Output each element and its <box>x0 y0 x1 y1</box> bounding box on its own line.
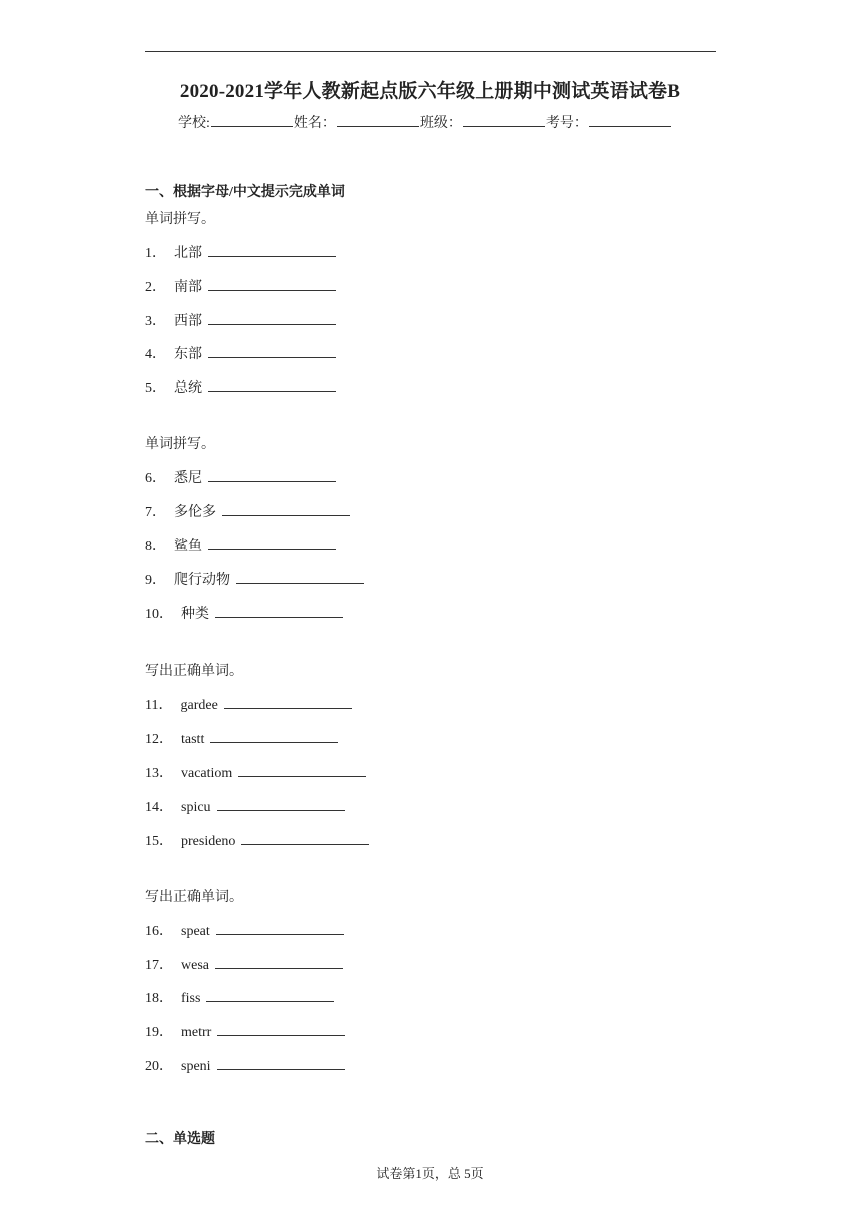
question-prompt: tastt <box>181 732 205 747</box>
question-number: 13． <box>145 766 173 781</box>
group-2-instruction: 单词拼写。 <box>145 437 215 452</box>
question-number: 19． <box>145 1025 173 1040</box>
question-number: 3． <box>145 314 166 329</box>
answer-blank[interactable] <box>210 729 338 743</box>
section-one-heading: 一、根据字母/中文提示完成单词 <box>145 185 345 200</box>
question-prompt: 种类 <box>181 607 209 622</box>
question-item <box>145 242 336 262</box>
question-prompt: 北部 <box>174 246 202 261</box>
question-prompt: speat <box>181 924 210 939</box>
page-title: 2020-2021学年人教新起点版六年级上册期中测试英语试卷B <box>179 81 681 102</box>
question-item <box>145 920 344 940</box>
group-4-instruction: 写出正确单词。 <box>145 890 243 905</box>
question-prompt: spicu <box>181 800 211 815</box>
question-item <box>145 762 366 782</box>
answer-blank[interactable] <box>208 311 336 325</box>
answer-blank[interactable] <box>215 604 343 618</box>
question-number: 20． <box>145 1059 173 1074</box>
answer-blank[interactable] <box>238 763 366 777</box>
question-prompt: speni <box>181 1059 211 1074</box>
answer-blank[interactable] <box>222 502 350 516</box>
question-number: 15． <box>145 834 173 849</box>
question-item <box>145 830 369 850</box>
question-item <box>145 1055 345 1075</box>
question-number: 18． <box>145 991 173 1006</box>
question-item <box>145 467 336 487</box>
question-number: 17． <box>145 958 173 973</box>
question-item <box>145 603 343 623</box>
question-number: 6． <box>145 471 166 486</box>
class-blank[interactable] <box>463 113 545 127</box>
question-prompt: vacatiom <box>181 766 233 781</box>
exam-number-blank[interactable] <box>589 113 671 127</box>
question-prompt: 西部 <box>174 314 202 329</box>
group-3-instruction: 写出正确单词。 <box>145 664 243 679</box>
question-prompt: presideno <box>181 834 236 849</box>
question-item <box>145 310 336 330</box>
answer-blank[interactable] <box>208 536 336 550</box>
answer-blank[interactable] <box>208 243 336 257</box>
question-item <box>145 796 345 816</box>
question-item <box>145 569 364 589</box>
question-number: 9． <box>145 573 166 588</box>
question-item <box>145 694 352 714</box>
answer-blank[interactable] <box>215 955 343 969</box>
question-item <box>145 954 343 974</box>
question-prompt: wesa <box>181 958 209 973</box>
question-item <box>145 343 336 363</box>
name-blank[interactable] <box>337 113 419 127</box>
question-number: 12． <box>145 732 173 747</box>
question-number: 4． <box>145 347 166 362</box>
answer-blank[interactable] <box>208 277 336 291</box>
question-prompt: 东部 <box>174 347 202 362</box>
question-prompt: 多伦多 <box>174 505 216 520</box>
answer-blank[interactable] <box>217 1022 345 1036</box>
student-info-line <box>178 112 672 132</box>
question-item <box>145 1021 345 1041</box>
answer-blank[interactable] <box>216 921 344 935</box>
question-item <box>145 535 336 555</box>
question-number: 16． <box>145 924 173 939</box>
name-label: 姓名： <box>293 116 336 131</box>
question-number: 1． <box>145 246 166 261</box>
question-number: 11． <box>145 698 173 713</box>
question-prompt: 鲨鱼 <box>174 539 202 554</box>
answer-blank[interactable] <box>208 344 336 358</box>
question-item <box>145 728 338 748</box>
question-number: 10． <box>145 607 173 622</box>
question-number: 14． <box>145 800 173 815</box>
question-prompt: 悉尼 <box>174 471 202 486</box>
school-label: 学校: <box>178 116 210 131</box>
question-prompt: fiss <box>181 991 201 1006</box>
page-footer: 试卷第1页，总 5页 <box>376 1166 484 1181</box>
answer-blank[interactable] <box>208 468 336 482</box>
answer-blank[interactable] <box>241 831 369 845</box>
question-item <box>145 377 336 397</box>
question-number: 5． <box>145 381 166 396</box>
answer-blank[interactable] <box>224 695 352 709</box>
question-prompt: metrr <box>181 1025 212 1040</box>
question-prompt: gardee <box>180 698 218 713</box>
header-rule <box>145 51 716 52</box>
group-1-instruction: 单词拼写。 <box>145 212 215 227</box>
question-item <box>145 987 334 1007</box>
section-two-heading: 二、单选题 <box>145 1132 215 1147</box>
question-number: 2． <box>145 280 166 295</box>
exam-number-label: 考号： <box>545 116 588 131</box>
question-item <box>145 501 350 521</box>
class-label: 班级： <box>419 116 462 131</box>
answer-blank[interactable] <box>217 1056 345 1070</box>
question-prompt: 爬行动物 <box>174 573 230 588</box>
answer-blank[interactable] <box>236 570 364 584</box>
question-number: 7． <box>145 505 166 520</box>
question-prompt: 南部 <box>174 280 202 295</box>
question-number: 8． <box>145 539 166 554</box>
answer-blank[interactable] <box>208 378 336 392</box>
question-prompt: 总统 <box>174 381 202 396</box>
school-blank[interactable] <box>211 113 293 127</box>
answer-blank[interactable] <box>206 988 334 1002</box>
question-item <box>145 276 336 296</box>
answer-blank[interactable] <box>217 797 345 811</box>
